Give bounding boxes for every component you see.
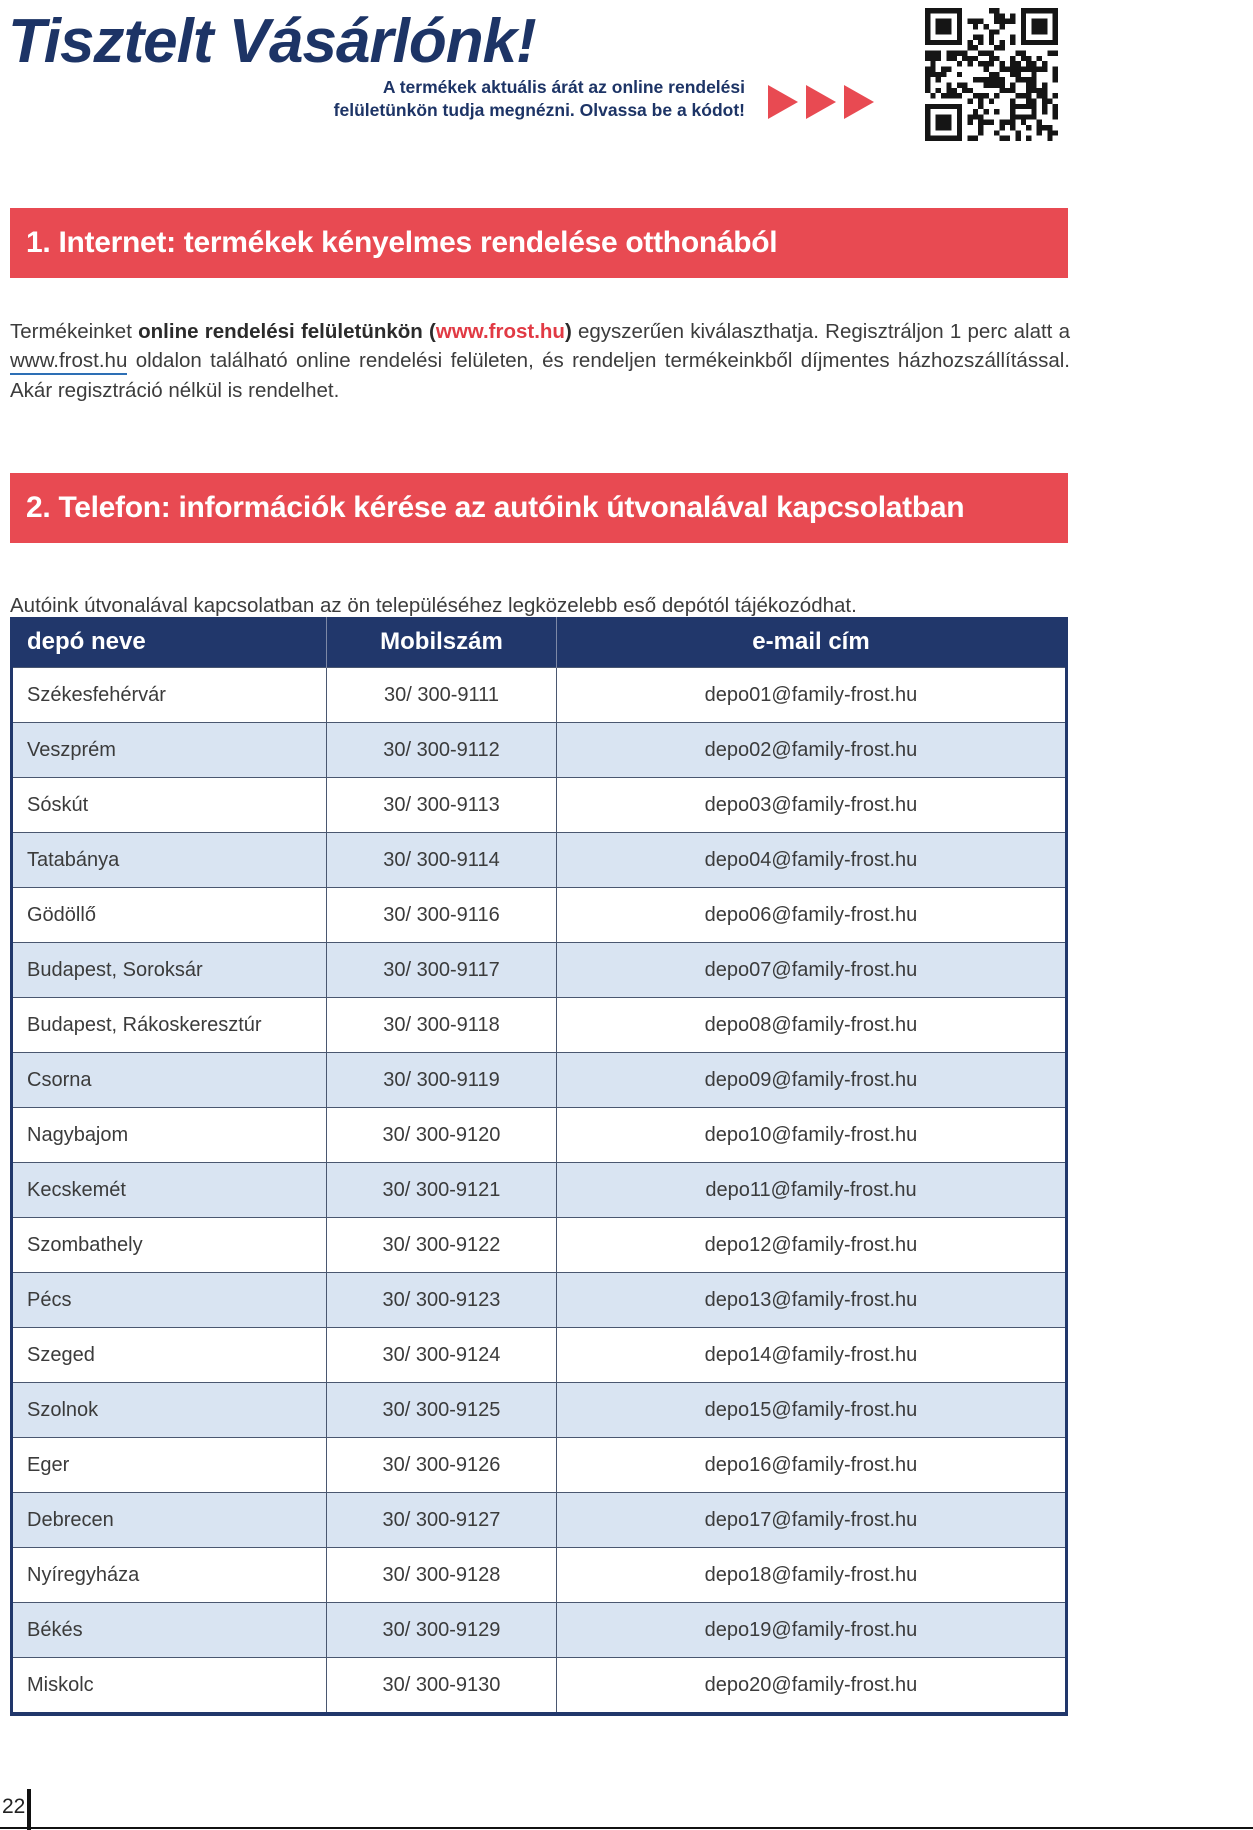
paragraph-text: egyszerűen kiválaszthatja. Regisztráljon 1 perc alatt a xyxy=(571,319,1070,343)
paragraph-text: Termékeinket xyxy=(10,319,139,343)
table-row xyxy=(12,1163,1067,1218)
email-cell: depo02@family-frost.hu xyxy=(557,723,1067,778)
triple-right-arrow-icon xyxy=(768,85,874,119)
email-cell: depo12@family-frost.hu xyxy=(557,1218,1067,1273)
depot-name-cell: Csorna xyxy=(12,1053,327,1108)
email-cell: depo20@family-frost.hu xyxy=(557,1658,1067,1715)
column-header-depot-name: depó neve xyxy=(12,617,327,668)
page-title: Tisztelt Vásárlónk! xyxy=(8,7,536,76)
subtitle-line-1: A termékek aktuális árát az online rendelési xyxy=(382,77,745,97)
table-row xyxy=(12,1328,1067,1383)
email-cell: depo13@family-frost.hu xyxy=(557,1273,1067,1328)
column-header-mobile-number: Mobilszám xyxy=(327,617,557,668)
header-subtitle xyxy=(305,76,745,122)
table-row xyxy=(12,888,1067,943)
frost-hu-brand-link[interactable]: www.frost.hu xyxy=(435,319,565,343)
depot-table-header xyxy=(12,617,1067,668)
depot-name-cell: Szolnok xyxy=(12,1383,327,1438)
table-row xyxy=(12,1438,1067,1493)
table-row xyxy=(12,943,1067,998)
depot-name-cell: Gödöllő xyxy=(12,888,327,943)
mobile-number-cell: 30/ 300-9113 xyxy=(327,778,557,833)
table-row xyxy=(12,1548,1067,1603)
depot-name-cell: Nyíregyháza xyxy=(12,1548,327,1603)
email-cell: depo15@family-frost.hu xyxy=(557,1383,1067,1438)
mobile-number-cell: 30/ 300-9124 xyxy=(327,1328,557,1383)
mobile-number-cell: 30/ 300-9114 xyxy=(327,833,557,888)
mobile-number-cell: 30/ 300-9126 xyxy=(327,1438,557,1493)
mobile-number-cell: 30/ 300-9128 xyxy=(327,1548,557,1603)
email-cell: depo01@family-frost.hu xyxy=(557,668,1067,723)
depot-name-cell: Tatabánya xyxy=(12,833,327,888)
table-row xyxy=(12,833,1067,888)
depot-name-cell: Eger xyxy=(12,1438,327,1493)
email-cell: depo11@family-frost.hu xyxy=(557,1163,1067,1218)
email-cell: depo03@family-frost.hu xyxy=(557,778,1067,833)
depot-name-cell: Szeged xyxy=(12,1328,327,1383)
mobile-number-cell: 30/ 300-9127 xyxy=(327,1493,557,1548)
right-arrow-icon xyxy=(806,85,836,119)
section2-heading-banner xyxy=(10,473,1068,543)
depot-name-cell: Budapest, Rákoskeresztúr xyxy=(12,998,327,1053)
paragraph-bold-text: ) xyxy=(564,319,572,343)
table-row xyxy=(12,723,1067,778)
right-arrow-icon xyxy=(768,85,798,119)
email-cell: depo04@family-frost.hu xyxy=(557,833,1067,888)
mobile-number-cell: 30/ 300-9123 xyxy=(327,1273,557,1328)
email-cell: depo14@family-frost.hu xyxy=(557,1328,1067,1383)
section1-paragraph xyxy=(10,317,1070,406)
mobile-number-cell: 30/ 300-9125 xyxy=(327,1383,557,1438)
email-cell: depo06@family-frost.hu xyxy=(557,888,1067,943)
qr-code-icon xyxy=(925,8,1058,141)
mobile-number-cell: 30/ 300-9112 xyxy=(327,723,557,778)
paragraph-text: oldalon található online rendelési felületen, és rendeljen termékeinkből díjmentes házhozszállítással. Akár regisztráció nélkül is rendelhet. xyxy=(10,349,1070,402)
paragraph-bold-text: online rendelési felületünkön ( xyxy=(138,319,436,343)
mobile-number-cell: 30/ 300-9119 xyxy=(327,1053,557,1108)
depot-name-cell: Budapest, Soroksár xyxy=(12,943,327,998)
depot-name-cell: Veszprém xyxy=(12,723,327,778)
table-row xyxy=(12,1493,1067,1548)
table-row xyxy=(12,668,1067,723)
email-cell: depo09@family-frost.hu xyxy=(557,1053,1067,1108)
depot-table xyxy=(10,617,1068,1716)
email-cell: depo17@family-frost.hu xyxy=(557,1493,1067,1548)
section1-heading: 1. Internet: termékek kényelmes rendelése otthonából xyxy=(26,226,778,259)
email-cell: depo08@family-frost.hu xyxy=(557,998,1067,1053)
depot-name-cell: Székesfehérvár xyxy=(12,668,327,723)
frost-hu-text-link[interactable]: www.frost.hu xyxy=(10,349,127,375)
footer-divider-bar xyxy=(27,1789,31,1830)
table-row xyxy=(12,1218,1067,1273)
bottom-rule xyxy=(0,1827,1253,1829)
email-cell: depo18@family-frost.hu xyxy=(557,1548,1067,1603)
depot-name-cell: Szombathely xyxy=(12,1218,327,1273)
mobile-number-cell: 30/ 300-9121 xyxy=(327,1163,557,1218)
subtitle-line-2: felületünkön tudja megnézni. Olvassa be a kódot! xyxy=(333,100,745,120)
depot-name-cell: Kecskemét xyxy=(12,1163,327,1218)
mobile-number-cell: 30/ 300-9120 xyxy=(327,1108,557,1163)
table-row xyxy=(12,1273,1067,1328)
depot-name-cell: Békés xyxy=(12,1603,327,1658)
table-row xyxy=(12,998,1067,1053)
mobile-number-cell: 30/ 300-9111 xyxy=(327,668,557,723)
section1-heading-banner xyxy=(10,208,1068,278)
mobile-number-cell: 30/ 300-9117 xyxy=(327,943,557,998)
table-row xyxy=(12,1108,1067,1163)
depot-name-cell: Debrecen xyxy=(12,1493,327,1548)
table-row xyxy=(12,1383,1067,1438)
section2-heading: 2. Telefon: információk kérése az autóink útvonalával kapcsolatban xyxy=(26,491,965,524)
table-header-row xyxy=(12,617,1067,668)
mobile-number-cell: 30/ 300-9129 xyxy=(327,1603,557,1658)
page-footer xyxy=(2,1789,31,1830)
table-row xyxy=(12,1603,1067,1658)
table-row xyxy=(12,778,1067,833)
depot-name-cell: Pécs xyxy=(12,1273,327,1328)
depot-name-cell: Sóskút xyxy=(12,778,327,833)
email-cell: depo19@family-frost.hu xyxy=(557,1603,1067,1658)
depot-name-cell: Miskolc xyxy=(12,1658,327,1715)
table-row xyxy=(12,1053,1067,1108)
right-arrow-icon xyxy=(844,85,874,119)
table-row xyxy=(12,1658,1067,1715)
email-cell: depo10@family-frost.hu xyxy=(557,1108,1067,1163)
depot-name-cell: Nagybajom xyxy=(12,1108,327,1163)
mobile-number-cell: 30/ 300-9130 xyxy=(327,1658,557,1715)
mobile-number-cell: 30/ 300-9116 xyxy=(327,888,557,943)
column-header-email: e-mail cím xyxy=(557,617,1067,668)
section2-paragraph: Autóink útvonalával kapcsolatban az ön településéhez legközelebb eső depótól tájékozódhat. xyxy=(10,593,857,617)
mobile-number-cell: 30/ 300-9118 xyxy=(327,998,557,1053)
email-cell: depo16@family-frost.hu xyxy=(557,1438,1067,1493)
email-cell: depo07@family-frost.hu xyxy=(557,943,1067,998)
mobile-number-cell: 30/ 300-9122 xyxy=(327,1218,557,1273)
page-number: 22 xyxy=(2,1795,26,1818)
